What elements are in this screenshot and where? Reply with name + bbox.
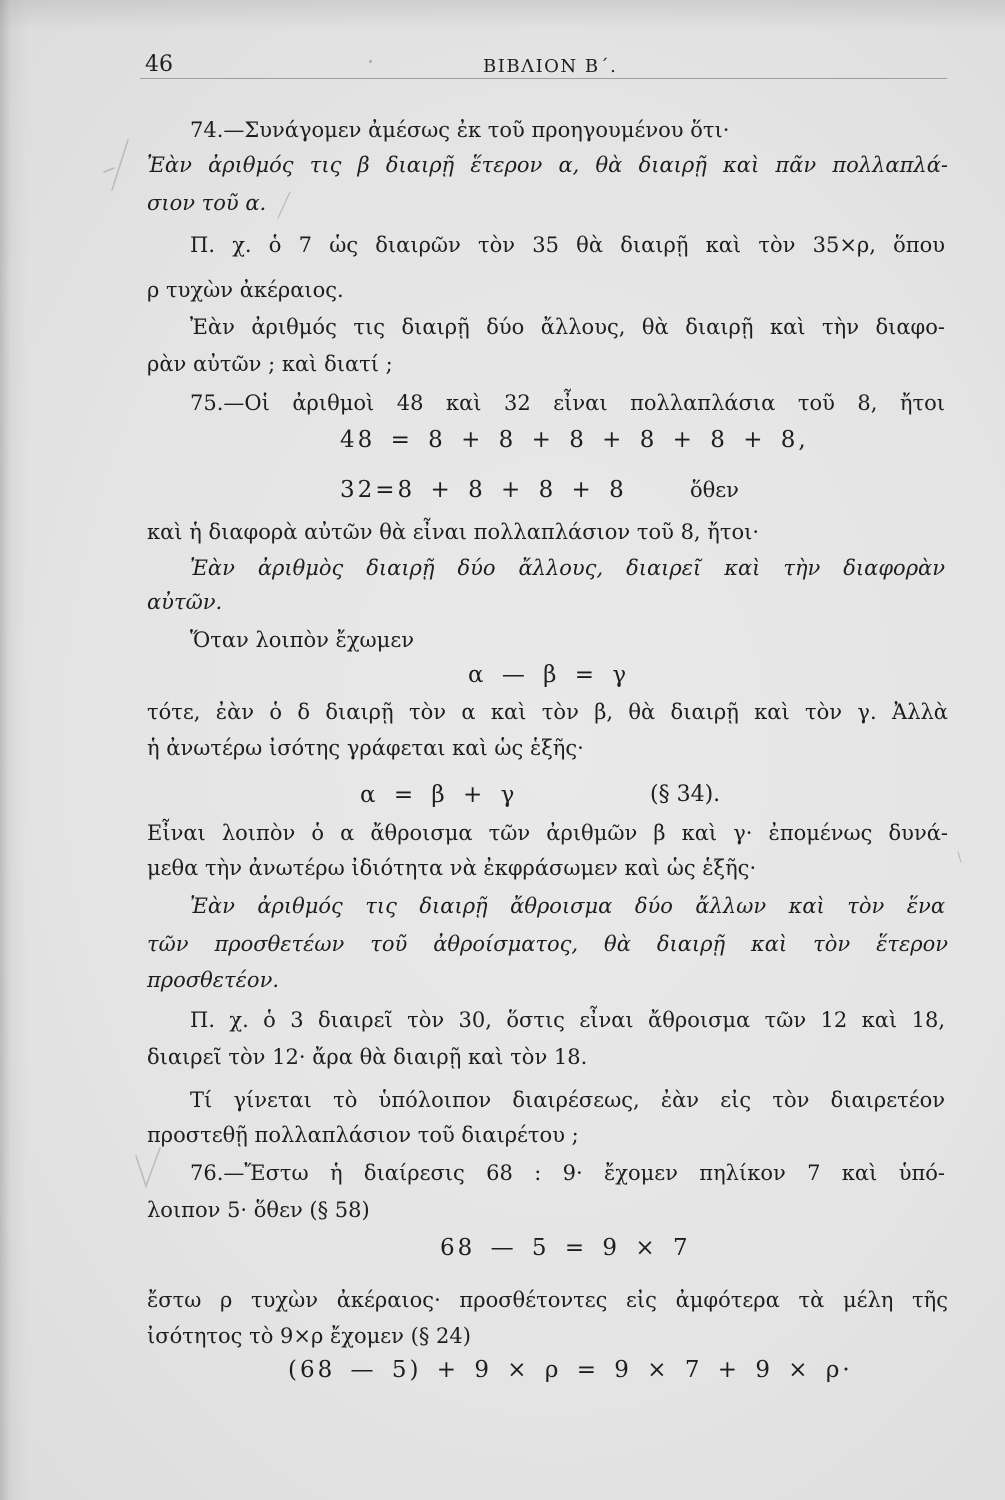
section-75-question-line: προστεθῇ πολλαπλάσιον τοῦ διαιρέτου ; — [147, 1123, 579, 1147]
section-76-intro-line: λοιπον 5· ὅθεν (§ 58) — [147, 1198, 370, 1222]
section-74-intro: 74.—Συνάγομεν ἀμέσως ἐκ τοῦ προηγουμένου ὅτι· — [190, 118, 730, 142]
page-number: 46 — [145, 52, 173, 77]
section-76-intro-line: 76.—Ἔστω ἡ διαίρεσις 68 : 9· ἔχομεν πηλίκον 7 καὶ ὑπό- — [190, 1161, 945, 1185]
section-75-text-line: μεθα τὴν ἀνωτέρω ἰδιότητα νὰ ἐκφράσωμεν καὶ ὡς ἑξῆς· — [147, 856, 757, 880]
pencil-mark — [958, 852, 961, 862]
section-74-rule-line: Ἐὰν ἀριθμός τις β διαιρῇ ἕτερον α, θὰ διαιρῇ καὶ πᾶν πολλαπλά- — [147, 153, 948, 177]
pencil-mark — [104, 168, 114, 172]
section-75-rule2-line: προσθετέον. — [147, 968, 280, 992]
equation-difference: α — β = γ — [468, 662, 630, 688]
section-75-text-line: ἡ ἀνωτέρω ἰσότης γράφεται καὶ ὡς ἑξῆς· — [147, 736, 584, 760]
section-74-example-line: ρ τυχὼν ἀκέραιος. — [147, 278, 344, 302]
section-74-example-line: Π. χ. ὁ 7 ὡς διαιρῶν τὸν 35 θὰ διαιρῇ καὶ τὸν 35×ρ, ὅπου — [190, 233, 945, 257]
section-74-question-line: Ἐὰν ἀριθμός τις διαιρῇ δύο ἄλλους, θὰ διαιρῇ καὶ τὴν διαφο- — [190, 315, 945, 339]
equation-division: 68 — 5 = 9 × 7 — [440, 1235, 691, 1261]
section-75-lead: Ὅταν λοιπὸν ἔχωμεν — [190, 628, 414, 652]
section-74-rule-line: σιον τοῦ α. — [147, 191, 267, 215]
pencil-mark — [278, 192, 290, 218]
equation-sum-reference: (§ 34). — [650, 782, 721, 807]
section-75-rule2-line: Ἐὰν ἀριθμός τις διαιρῇ ἄθροισμα δύο ἄλλων καὶ τὸν ἕνα — [190, 894, 945, 918]
equation-32: 32=8 + 8 + 8 + 8 — [340, 477, 627, 503]
section-75-example-line: Π. χ. ὁ 3 διαιρεῖ τὸν 30, ὅστις εἶναι ἄθροισμα τῶν 12 καὶ 18, — [190, 1008, 945, 1032]
section-76-text-line: ἰσότητος τὸ 9×ρ ἔχομεν (§ 24) — [147, 1324, 471, 1348]
section-75-rule-line: αὐτῶν. — [147, 590, 223, 614]
section-75-example-line: διαιρεῖ τὸν 12· ἄρα θὰ διαιρῇ καὶ τὸν 18. — [147, 1045, 588, 1069]
section-75-rule2-line: τῶν προσθετέων τοῦ ἀθροίσματος, θὰ διαιρῇ καὶ τὸν ἕτερον — [147, 932, 948, 956]
section-75-text-line: τότε, ἐὰν ὁ δ διαιρῇ τὸν α καὶ τὸν β, θὰ διαιρῇ καὶ τὸν γ. Ἀλλὰ — [147, 700, 948, 724]
equation-expanded: (68 — 5) + 9 × ρ = 9 × 7 + 9 × ρ· — [288, 1357, 853, 1383]
equation-32-tail: ὅθεν — [690, 478, 739, 502]
scan-speck — [369, 60, 372, 63]
running-title: ΒΙΒΛΙΟΝ Β΄. — [483, 56, 618, 77]
equation-48: 48 = 8 + 8 + 8 + 8 + 8 + 8, — [340, 427, 809, 453]
section-74-question-line: ρὰν αὐτῶν ; καὶ διατί ; — [147, 352, 393, 376]
section-75-intro: 75.—Οἱ ἀριθμοὶ 48 καὶ 32 εἶναι πολλαπλάσια τοῦ 8, ἤτοι — [190, 391, 945, 415]
section-75-question-line: Τί γίνεται τὸ ὑπόλοιπον διαιρέσεως, ἐὰν εἰς τὸν διαιρετέον — [190, 1088, 945, 1112]
section-75-conclusion: καὶ ἡ διαφορὰ αὐτῶν θὰ εἶναι πολλαπλάσιον τοῦ 8, ἤτοι· — [147, 520, 760, 544]
pencil-mark — [112, 140, 128, 190]
equation-sum: α = β + γ — [360, 782, 518, 808]
header-rule — [140, 78, 947, 79]
section-76-text-line: ἔστω ρ τυχὼν ἀκέραιος· προσθέτοντες εἰς ἀμφότερα τὰ μέλη τῆς — [147, 1288, 948, 1312]
pencil-mark — [136, 1148, 160, 1186]
section-75-text-line: Εἶναι λοιπὸν ὁ α ἄθροισμα τῶν ἀριθμῶν β καὶ γ· ἐπομένως δυνά- — [147, 821, 948, 845]
section-75-rule-line: Ἐὰν ἀριθμὸς διαιρῇ δύο ἄλλους, διαιρεῖ καὶ τὴν διαφορὰν — [190, 556, 945, 580]
